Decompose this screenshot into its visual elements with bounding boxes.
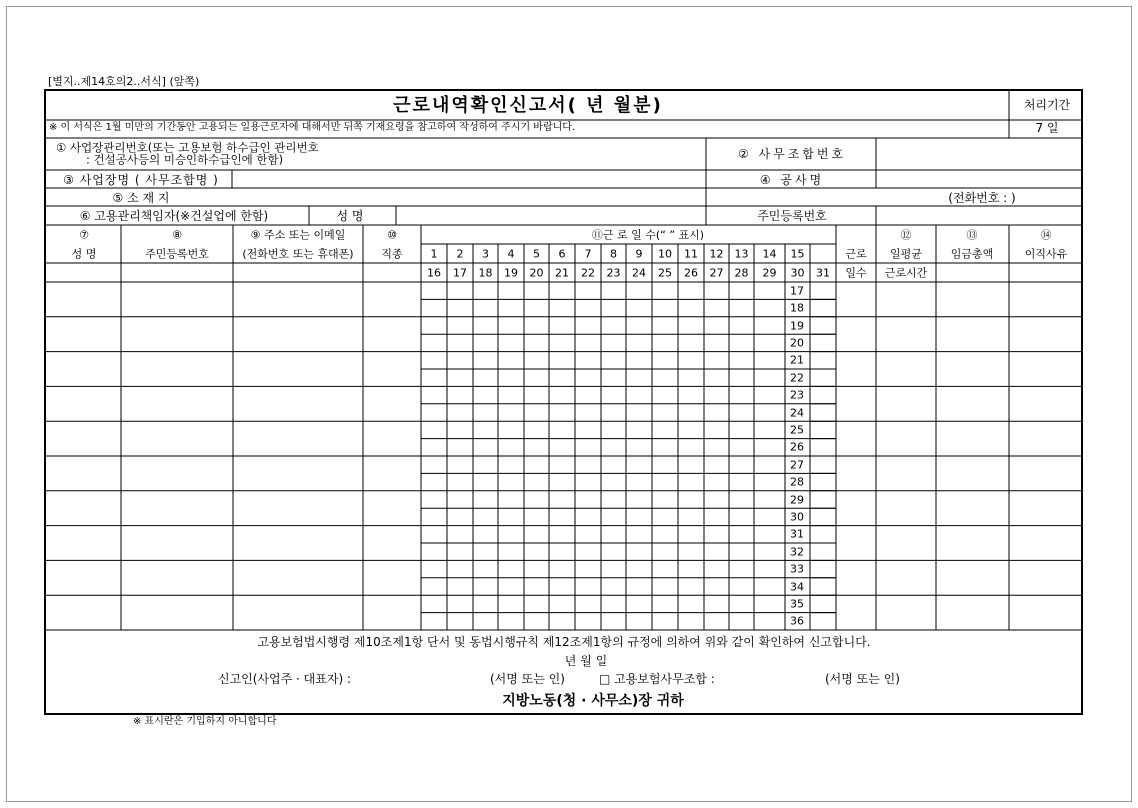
col-9-header: ⑨ 주소 또는 이메일 bbox=[250, 228, 346, 242]
reporter-label: 신고인(사업주 · 대표자) : bbox=[218, 672, 351, 686]
col-name-header: 성 명 bbox=[71, 247, 97, 261]
side-day-number: 30 bbox=[790, 510, 804, 524]
day-number: 25 bbox=[658, 266, 672, 280]
day-number: 27 bbox=[709, 266, 724, 280]
side-day-number: 18 bbox=[790, 301, 804, 315]
declaration-date: 년 월 일 bbox=[564, 654, 608, 668]
col-7-number: ⑦ bbox=[79, 228, 89, 242]
manager-label: ⑥ 고용관리책임자(※건설업에 한함) bbox=[79, 209, 269, 223]
side-day-number: 32 bbox=[790, 545, 804, 559]
col-14-number: ⑭ bbox=[1040, 228, 1052, 242]
side-day-number: 20 bbox=[790, 336, 804, 350]
day-number: 17 bbox=[453, 266, 467, 280]
reporter-signature: (서명 또는 인) bbox=[490, 672, 565, 686]
side-day-number: 23 bbox=[790, 388, 804, 402]
declaration-statement: 고용보험법시행령 제10조제1항 단서 및 동법시행규칙 제12조제1항의 규정에 의하여 위와 같이 확인하여 신고합니다. bbox=[257, 635, 871, 649]
day-number: 18 bbox=[478, 266, 493, 280]
col-phone-header: (전화번호 또는 휴대폰) bbox=[242, 247, 354, 261]
day-number: 16 bbox=[427, 266, 441, 280]
address-label: ⑤ 소 재 지 bbox=[112, 191, 170, 205]
col-workdays-header-2: 일수 bbox=[845, 266, 867, 280]
col-11-header: ⑪근 로 일 수(“ ” 표시) bbox=[591, 228, 705, 242]
day-number: 8 bbox=[610, 247, 617, 261]
day-number: 28 bbox=[734, 266, 749, 280]
day-number: 26 bbox=[684, 266, 698, 280]
day-number: 20 bbox=[529, 266, 544, 280]
processing-period-label: 처리기간 bbox=[1023, 98, 1071, 112]
side-day-number: 25 bbox=[790, 423, 804, 437]
col-job-header: 직종 bbox=[381, 247, 403, 261]
side-day-number: 21 bbox=[790, 353, 804, 367]
side-day-number: 28 bbox=[790, 475, 804, 489]
col-reason-header: 이직사유 bbox=[1024, 247, 1068, 261]
union-number-label: ② 사무조합번호 bbox=[737, 147, 847, 161]
day-number: 30 bbox=[790, 266, 805, 280]
day-number: 19 bbox=[504, 266, 518, 280]
workplace-number-label: ① 사업장관리번호(또는 고용보험 하수급인 관리번호 bbox=[56, 140, 319, 155]
form-notice: ※ 이 서식은 1월 미만의 기간동안 고용되는 일용근로자에 대해서만 뒤쪽 기재요령을 참고하여 작성하여 주시기 바랍니다. bbox=[49, 122, 576, 133]
day-number: 12 bbox=[709, 247, 724, 261]
side-day-number: 26 bbox=[790, 440, 804, 454]
day-number: 6 bbox=[558, 247, 566, 261]
manager-name-label: 성 명 bbox=[336, 209, 364, 223]
col-10-number: ⑩ bbox=[387, 228, 397, 242]
day-number: 21 bbox=[555, 266, 569, 280]
side-day-number: 34 bbox=[790, 580, 804, 593]
side-day-number: 35 bbox=[790, 597, 804, 611]
day-number: 24 bbox=[632, 266, 646, 280]
col-13-number: ⑬ bbox=[966, 228, 978, 242]
day-number: 3 bbox=[482, 247, 489, 261]
processing-period-value: 7 일 bbox=[1035, 121, 1059, 135]
side-day-number: 24 bbox=[790, 406, 804, 419]
day-number: 23 bbox=[606, 266, 621, 280]
col-8-number: ⑧ bbox=[172, 228, 182, 242]
side-day-number: 36 bbox=[790, 614, 804, 628]
day-number: 4 bbox=[507, 247, 515, 261]
manager-rrn-label: 주민등록번호 bbox=[757, 209, 827, 223]
col-rrn-header: 주민등록번호 bbox=[145, 247, 209, 261]
col-workdays-header-1: 근로 bbox=[845, 247, 867, 261]
side-day-number: 17 bbox=[790, 284, 804, 298]
side-day-number: 27 bbox=[790, 458, 804, 472]
form-title: 근로내역확인신고서( 년 월분) bbox=[393, 95, 663, 116]
union-signature: (서명 또는 인) bbox=[825, 672, 900, 686]
side-day-number: 22 bbox=[790, 371, 804, 385]
day-number: 11 bbox=[684, 247, 698, 261]
addressee: 지방노동(청 · 사무소)장 귀하 bbox=[502, 693, 684, 709]
day-number: 5 bbox=[533, 247, 540, 261]
workplace-number-note: : 건설공사등의 미승인하수급인에 한함) bbox=[86, 152, 284, 167]
day-number: 7 bbox=[584, 247, 592, 261]
side-day-number: 19 bbox=[790, 319, 804, 332]
day-number: 13 bbox=[734, 247, 749, 261]
day-number: 22 bbox=[581, 266, 595, 280]
day-number: 1 bbox=[430, 247, 438, 261]
union-label: □ 고용보험사무조합 : bbox=[599, 672, 715, 686]
day-number: 2 bbox=[456, 247, 464, 261]
report-form bbox=[44, 89, 1083, 715]
col-wage-header: 임금총액 bbox=[950, 247, 994, 261]
day-number: 14 bbox=[762, 247, 777, 261]
day-number: 15 bbox=[790, 247, 805, 261]
day-number: 9 bbox=[635, 247, 643, 261]
col-avg-header-1: 일평균 bbox=[890, 247, 922, 261]
col-avg-header-2: 근로시간 bbox=[884, 266, 928, 280]
day-number: 29 bbox=[762, 266, 777, 280]
day-number: 10 bbox=[658, 247, 672, 261]
col-12-number: ⑫ bbox=[900, 228, 912, 242]
construction-name-label: ④ 공사명 bbox=[759, 173, 825, 187]
side-day-number: 29 bbox=[790, 493, 804, 506]
side-day-number: 31 bbox=[790, 527, 804, 541]
business-name-label: ③ 사업장명 ( 사무조합명 ) bbox=[63, 173, 219, 187]
day-number: 31 bbox=[816, 266, 830, 280]
phone-label: (전화번호 : ) bbox=[948, 191, 1016, 205]
form-reference: [별지..제14호의2..서식] (앞쪽) bbox=[48, 75, 200, 88]
side-day-number: 33 bbox=[790, 562, 804, 576]
bottom-note: ※ 표시란은 기입하지 아니합니다 bbox=[133, 716, 277, 727]
